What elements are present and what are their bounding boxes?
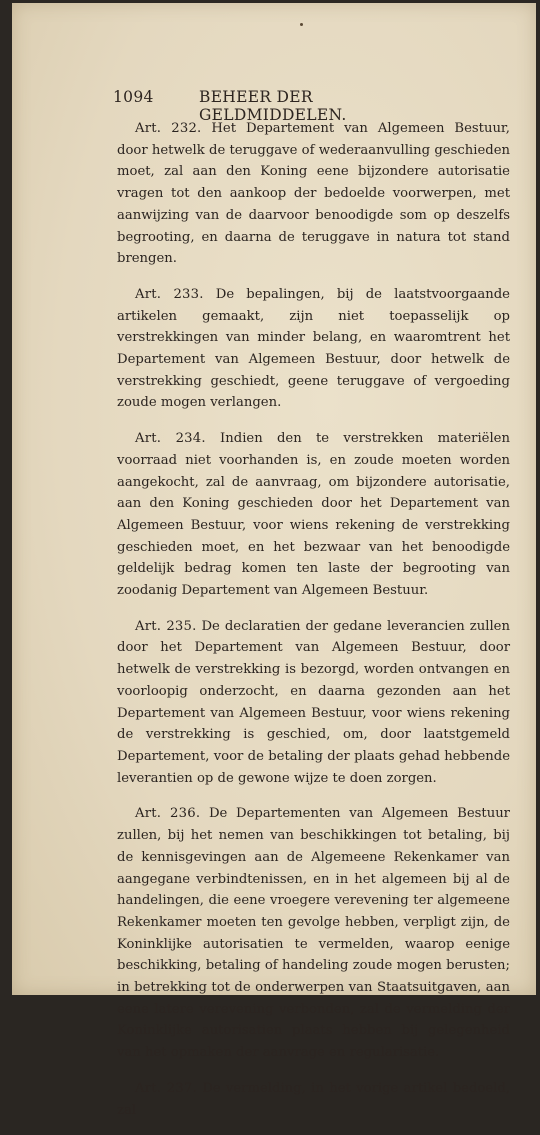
article-text: De vermelding, in het vorige artikel bedoeld, zal [117, 1080, 510, 1118]
running-title: BEHEER DER GELDMIDDELEN. [199, 88, 347, 124]
article-232 [117, 118, 510, 270]
article-text: De Departementen van Algemeen Bestuur zullen, bij het nemen van beschikkingen tot betaling, bij de kennisgevingen aan de Algemeene Rekenkamer van aangegane verbindtenissen, en in het algemeen bij al de handelingen, die eene vroegere verevening ter algemeene Rekenkamer moeten ten gevolge hebben, verpligt zijn, de Koninklijke autorisatien te vermelden, waarop eenige beschikking, betaling of handeling zoude mogen berusten; in betrekking tot de onderwerpen van Staatsuitgaven, aan eene latere verevening verbonden, zal de vermelding der Koninklijke autorisatien plaats hebben bij gelegenheid van het opmaken der aanvrage en regularisatie. [117, 806, 510, 1061]
article-number: Art. 233. [135, 286, 204, 302]
article-234 [117, 428, 510, 602]
article-number: Art. 237. [135, 1080, 197, 1096]
article-text: Indien den te verstrekken materiëlen voorraad niet voorhanden is, en zoude moeten worden aangekocht, zal de aanvraag, om bijzondere autorisatie, aan den Koning geschieden door het Departement van Algemeen Bestuur, voor wiens rekening de verstrekking geschieden moet, en het bezwaar van het benoodigde geldelijk bedrag komen ten laste der begrooting van zoodanig Departement van Algemeen Bestuur. [117, 431, 510, 599]
article-text: De bepalingen, bij de laatstvoorgaande artikelen gemaakt, zijn niet toepasselijk op verstrekkingen van minder belang, en waaromtrent het Departement van Algemeen Bestuur, door hetwelk de verstrekking geschiedt, geene teruggave of vergoeding zoude mogen verlangen. [117, 286, 510, 411]
article-text: De declaratien der gedane leverancien zullen door het Departement van Algemeen Bestuur, door hetwelk de verstrekking is bezorgd, worden ontvangen en voorloopig onderzocht, en daarna gezonden aan het Departement van Algemeen Bestuur, voor wiens rekening de verstrekking is geschied, om, door laatstgemeld Departement, voor de betaling der plaats gehad hebbende leverantien op de gewone wijze te doen zorgen. [117, 618, 510, 786]
article-number: Art. 232. [135, 121, 202, 136]
ink-speck [300, 23, 303, 26]
article-237 [117, 1078, 510, 1121]
page-number: 1094 [113, 88, 154, 106]
article-number: Art. 234. [135, 431, 206, 447]
article-number: Art. 236. [135, 806, 201, 822]
article-233 [117, 284, 510, 414]
page-header [113, 88, 443, 124]
page-body [117, 118, 510, 1135]
article-236 [117, 803, 510, 1063]
article-number: Art. 235. [135, 618, 197, 634]
article-235 [117, 616, 510, 790]
article-text: Het Departement van Algemeen Bestuur, door hetwelk de teruggave of wederaanvulling geschieden moet, zal aan den Koning eene bijzondere autorisatie vragen tot den aankoop der bedoelde voorwerpen, met aanwijzing van de daarvoor benoodigde som op deszelfs begrooting, en daarna de teruggave in natura tot stand brengen. [117, 121, 510, 267]
